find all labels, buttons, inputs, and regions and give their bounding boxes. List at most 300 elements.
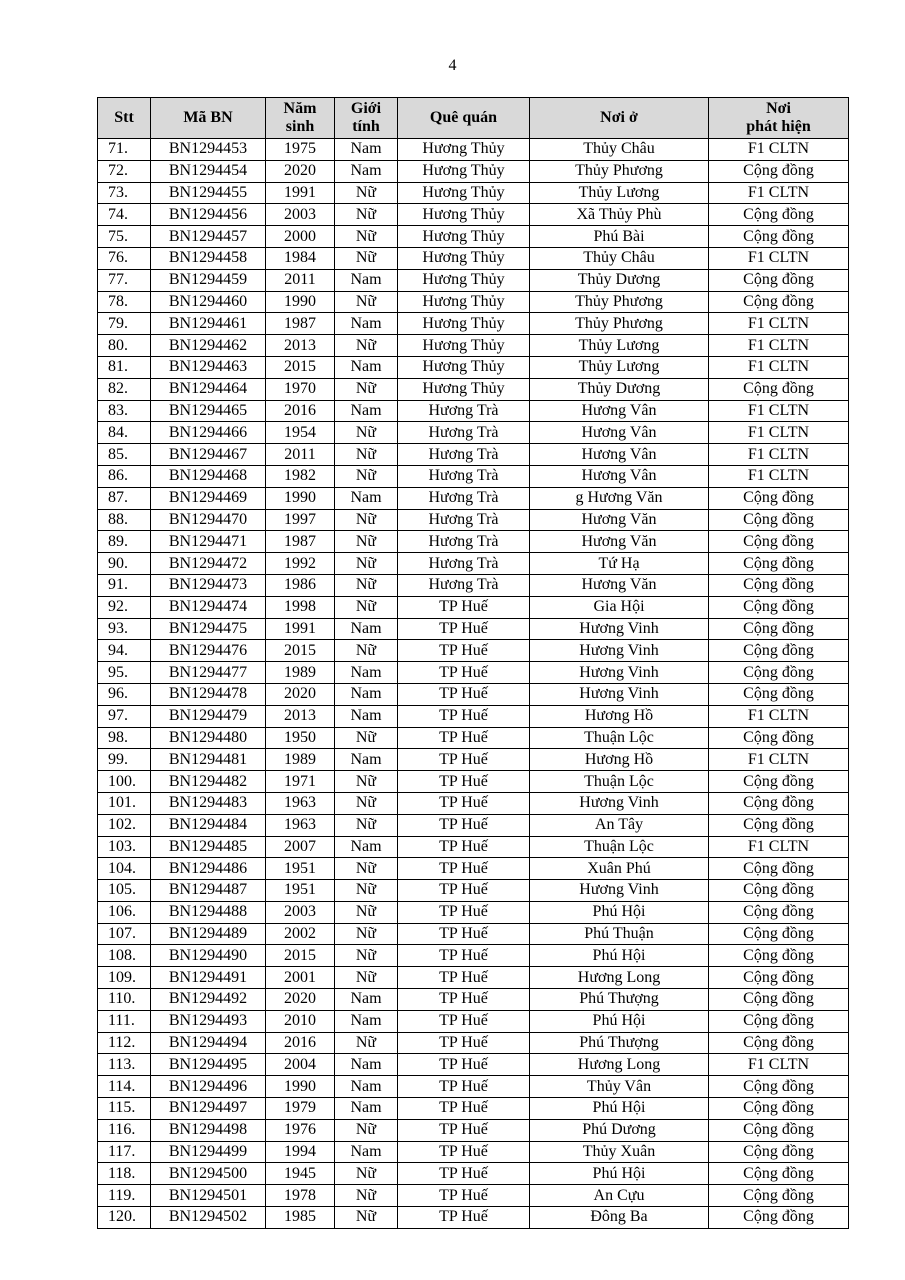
cell-ma-bn: BN1294487 xyxy=(151,880,266,902)
cell-ma-bn: BN1294483 xyxy=(151,792,266,814)
cell-noi-phat-hien: F1 CLTN xyxy=(709,836,849,858)
table-row xyxy=(98,989,849,1011)
cell-ma-bn: BN1294478 xyxy=(151,683,266,705)
table-row xyxy=(98,967,849,989)
cell-gioi-tinh: Nam xyxy=(335,269,398,291)
table-row xyxy=(98,182,849,204)
header-noi-phat-hien xyxy=(709,98,849,139)
cell-noi-o: Thuận Lộc xyxy=(530,836,709,858)
cell-nam-sinh: 2016 xyxy=(266,400,335,422)
cell-nam-sinh: 1989 xyxy=(266,662,335,684)
cell-noi-phat-hien: Cộng đồng xyxy=(709,880,849,902)
cell-que-quan: TP Huế xyxy=(398,618,530,640)
cell-noi-o: Phú Thượng xyxy=(530,1032,709,1054)
cell-gioi-tinh: Nữ xyxy=(335,901,398,923)
cell-gioi-tinh: Nam xyxy=(335,1010,398,1032)
table-row xyxy=(98,487,849,509)
cell-nam-sinh: 1987 xyxy=(266,531,335,553)
cell-gioi-tinh: Nam xyxy=(335,1076,398,1098)
cell-que-quan: Hương Thủy xyxy=(398,269,530,291)
cell-ma-bn: BN1294493 xyxy=(151,1010,266,1032)
cell-noi-o: Hương Hồ xyxy=(530,705,709,727)
cell-stt: 74. xyxy=(98,204,151,226)
cell-noi-phat-hien: Cộng đồng xyxy=(709,553,849,575)
cell-noi-o: Hương Vinh xyxy=(530,880,709,902)
cell-gioi-tinh: Nam xyxy=(335,139,398,161)
cell-ma-bn: BN1294482 xyxy=(151,771,266,793)
cell-que-quan: Hương Thủy xyxy=(398,378,530,400)
cell-noi-phat-hien: Cộng đồng xyxy=(709,291,849,313)
table-row xyxy=(98,1054,849,1076)
cell-noi-phat-hien: F1 CLTN xyxy=(709,139,849,161)
table-row xyxy=(98,858,849,880)
cell-nam-sinh: 1954 xyxy=(266,422,335,444)
cell-noi-o: Hương Vinh xyxy=(530,640,709,662)
cell-stt: 83. xyxy=(98,400,151,422)
cell-ma-bn: BN1294479 xyxy=(151,705,266,727)
cell-ma-bn: BN1294476 xyxy=(151,640,266,662)
cell-gioi-tinh: Nữ xyxy=(335,247,398,269)
cell-que-quan: TP Huế xyxy=(398,705,530,727)
cell-que-quan: TP Huế xyxy=(398,923,530,945)
cell-noi-o: Thủy Lương xyxy=(530,182,709,204)
header-nam-sinh-line2: sinh xyxy=(285,118,315,135)
cell-stt: 96. xyxy=(98,683,151,705)
cell-stt: 79. xyxy=(98,313,151,335)
cell-stt: 72. xyxy=(98,160,151,182)
cell-noi-phat-hien: Cộng đồng xyxy=(709,792,849,814)
cell-que-quan: Hương Trà xyxy=(398,574,530,596)
header-stt: Stt xyxy=(98,98,151,139)
cell-que-quan: Hương Thủy xyxy=(398,291,530,313)
cell-noi-phat-hien: F1 CLTN xyxy=(709,444,849,466)
cell-ma-bn: BN1294466 xyxy=(151,422,266,444)
cell-nam-sinh: 2010 xyxy=(266,1010,335,1032)
cell-noi-phat-hien: Cộng đồng xyxy=(709,574,849,596)
cell-que-quan: TP Huế xyxy=(398,1207,530,1229)
cell-stt: 81. xyxy=(98,356,151,378)
cell-stt: 116. xyxy=(98,1119,151,1141)
cell-noi-o: Thủy Lương xyxy=(530,356,709,378)
cell-que-quan: Hương Thủy xyxy=(398,204,530,226)
cell-noi-o: Hương Vinh xyxy=(530,662,709,684)
cell-que-quan: TP Huế xyxy=(398,1076,530,1098)
cell-stt: 97. xyxy=(98,705,151,727)
table-row xyxy=(98,727,849,749)
cell-noi-phat-hien: Cộng đồng xyxy=(709,618,849,640)
cell-noi-phat-hien: Cộng đồng xyxy=(709,683,849,705)
cell-ma-bn: BN1294456 xyxy=(151,204,266,226)
page-number: 4 xyxy=(448,57,457,74)
cell-stt: 80. xyxy=(98,335,151,357)
cell-nam-sinh: 2011 xyxy=(266,444,335,466)
cell-gioi-tinh: Nữ xyxy=(335,1032,398,1054)
cell-nam-sinh: 2003 xyxy=(266,204,335,226)
header-nam-sinh xyxy=(266,98,335,139)
cell-noi-o: Hương Văn xyxy=(530,509,709,531)
cell-stt: 107. xyxy=(98,923,151,945)
cell-ma-bn: BN1294463 xyxy=(151,356,266,378)
cell-ma-bn: BN1294488 xyxy=(151,901,266,923)
cell-gioi-tinh: Nữ xyxy=(335,967,398,989)
cell-noi-o: Phú Hội xyxy=(530,1010,709,1032)
cell-stt: 85. xyxy=(98,444,151,466)
cell-nam-sinh: 1950 xyxy=(266,727,335,749)
cell-stt: 93. xyxy=(98,618,151,640)
cell-stt: 105. xyxy=(98,880,151,902)
cell-noi-o: Thủy Châu xyxy=(530,247,709,269)
cell-ma-bn: BN1294485 xyxy=(151,836,266,858)
cell-gioi-tinh: Nữ xyxy=(335,880,398,902)
table-row xyxy=(98,771,849,793)
cell-que-quan: TP Huế xyxy=(398,771,530,793)
cell-noi-o: Hương Văn xyxy=(530,531,709,553)
cell-noi-o: Hương Vân xyxy=(530,422,709,444)
table-row xyxy=(98,792,849,814)
cell-noi-phat-hien: F1 CLTN xyxy=(709,400,849,422)
cell-noi-phat-hien: Cộng đồng xyxy=(709,531,849,553)
cell-gioi-tinh: Nữ xyxy=(335,553,398,575)
cell-nam-sinh: 2020 xyxy=(266,683,335,705)
table-row xyxy=(98,749,849,771)
cell-gioi-tinh: Nữ xyxy=(335,727,398,749)
cell-noi-o: Thủy Châu xyxy=(530,139,709,161)
cell-ma-bn: BN1294477 xyxy=(151,662,266,684)
cell-stt: 110. xyxy=(98,989,151,1011)
cell-noi-phat-hien: Cộng đồng xyxy=(709,1185,849,1207)
cell-stt: 101. xyxy=(98,792,151,814)
cell-gioi-tinh: Nữ xyxy=(335,923,398,945)
header-nam-sinh-line1: Năm xyxy=(283,100,317,117)
cell-ma-bn: BN1294470 xyxy=(151,509,266,531)
cell-ma-bn: BN1294497 xyxy=(151,1098,266,1120)
cell-gioi-tinh: Nam xyxy=(335,749,398,771)
cell-nam-sinh: 2001 xyxy=(266,967,335,989)
cell-nam-sinh: 2020 xyxy=(266,989,335,1011)
cell-noi-o: Xuân Phú xyxy=(530,858,709,880)
header-noi-phat-hien-line1: Nơi xyxy=(766,100,791,117)
cell-que-quan: Hương Thủy xyxy=(398,335,530,357)
cell-gioi-tinh: Nữ xyxy=(335,335,398,357)
cell-que-quan: TP Huế xyxy=(398,901,530,923)
cell-stt: 102. xyxy=(98,814,151,836)
cell-ma-bn: BN1294457 xyxy=(151,226,266,248)
table-row xyxy=(98,574,849,596)
cell-noi-phat-hien: Cộng đồng xyxy=(709,1076,849,1098)
cell-noi-o: Tứ Hạ xyxy=(530,553,709,575)
cell-que-quan: TP Huế xyxy=(398,1032,530,1054)
cell-ma-bn: BN1294498 xyxy=(151,1119,266,1141)
cell-noi-phat-hien: Cộng đồng xyxy=(709,989,849,1011)
header-gioi-tinh xyxy=(335,98,398,139)
cell-noi-o: Phú Hội xyxy=(530,945,709,967)
cell-nam-sinh: 1990 xyxy=(266,487,335,509)
cell-nam-sinh: 2002 xyxy=(266,923,335,945)
cell-gioi-tinh: Nữ xyxy=(335,204,398,226)
cell-gioi-tinh: Nữ xyxy=(335,792,398,814)
cell-nam-sinh: 1997 xyxy=(266,509,335,531)
cell-noi-phat-hien: Cộng đồng xyxy=(709,204,849,226)
cell-nam-sinh: 2003 xyxy=(266,901,335,923)
cell-noi-o: Thủy Xuân xyxy=(530,1141,709,1163)
cell-nam-sinh: 1945 xyxy=(266,1163,335,1185)
cell-noi-o: Thủy Dương xyxy=(530,378,709,400)
cell-gioi-tinh: Nam xyxy=(335,1098,398,1120)
cell-que-quan: TP Huế xyxy=(398,749,530,771)
cell-que-quan: TP Huế xyxy=(398,836,530,858)
table-row xyxy=(98,596,849,618)
cell-nam-sinh: 2000 xyxy=(266,226,335,248)
cell-stt: 106. xyxy=(98,901,151,923)
cell-gioi-tinh: Nam xyxy=(335,683,398,705)
cell-nam-sinh: 1976 xyxy=(266,1119,335,1141)
table-row xyxy=(98,378,849,400)
cell-noi-phat-hien: F1 CLTN xyxy=(709,705,849,727)
cell-ma-bn: BN1294481 xyxy=(151,749,266,771)
patient-table xyxy=(97,97,849,1229)
cell-noi-o: Phú Hội xyxy=(530,1163,709,1185)
cell-gioi-tinh: Nam xyxy=(335,989,398,1011)
cell-que-quan: TP Huế xyxy=(398,989,530,1011)
table-row xyxy=(98,1119,849,1141)
cell-nam-sinh: 2007 xyxy=(266,836,335,858)
cell-gioi-tinh: Nữ xyxy=(335,422,398,444)
table-row xyxy=(98,204,849,226)
cell-noi-o: Thủy Lương xyxy=(530,335,709,357)
cell-noi-o: Thủy Dương xyxy=(530,269,709,291)
cell-noi-phat-hien: Cộng đồng xyxy=(709,1032,849,1054)
cell-noi-phat-hien: Cộng đồng xyxy=(709,771,849,793)
cell-que-quan: Hương Thủy xyxy=(398,139,530,161)
cell-noi-phat-hien: Cộng đồng xyxy=(709,487,849,509)
cell-nam-sinh: 1979 xyxy=(266,1098,335,1120)
cell-stt: 75. xyxy=(98,226,151,248)
cell-noi-o: Hương Long xyxy=(530,967,709,989)
table-row xyxy=(98,945,849,967)
cell-nam-sinh: 1982 xyxy=(266,465,335,487)
cell-noi-o: Thuận Lộc xyxy=(530,727,709,749)
cell-noi-phat-hien: Cộng đồng xyxy=(709,160,849,182)
cell-noi-o: Hương Long xyxy=(530,1054,709,1076)
cell-stt: 77. xyxy=(98,269,151,291)
cell-noi-phat-hien: F1 CLTN xyxy=(709,1054,849,1076)
cell-que-quan: TP Huế xyxy=(398,880,530,902)
cell-gioi-tinh: Nam xyxy=(335,160,398,182)
cell-nam-sinh: 1991 xyxy=(266,182,335,204)
cell-stt: 120. xyxy=(98,1207,151,1229)
cell-noi-phat-hien: Cộng đồng xyxy=(709,640,849,662)
cell-gioi-tinh: Nam xyxy=(335,705,398,727)
cell-noi-phat-hien: F1 CLTN xyxy=(709,356,849,378)
cell-gioi-tinh: Nữ xyxy=(335,378,398,400)
cell-que-quan: TP Huế xyxy=(398,1010,530,1032)
cell-nam-sinh: 1991 xyxy=(266,618,335,640)
table-row xyxy=(98,1207,849,1229)
cell-gioi-tinh: Nữ xyxy=(335,1163,398,1185)
table-row xyxy=(98,1163,849,1185)
table-row xyxy=(98,1032,849,1054)
table-row xyxy=(98,1010,849,1032)
table-row xyxy=(98,313,849,335)
cell-stt: 99. xyxy=(98,749,151,771)
table-row xyxy=(98,226,849,248)
cell-noi-o: g Hương Văn xyxy=(530,487,709,509)
cell-noi-phat-hien: Cộng đồng xyxy=(709,814,849,836)
cell-stt: 76. xyxy=(98,247,151,269)
cell-nam-sinh: 1951 xyxy=(266,880,335,902)
cell-noi-o: Phú Bài xyxy=(530,226,709,248)
cell-gioi-tinh: Nữ xyxy=(335,945,398,967)
cell-noi-phat-hien: F1 CLTN xyxy=(709,182,849,204)
cell-que-quan: Hương Thủy xyxy=(398,313,530,335)
header-gioi-tinh-line2: tính xyxy=(352,118,380,135)
cell-que-quan: TP Huế xyxy=(398,1054,530,1076)
table-row xyxy=(98,356,849,378)
cell-noi-o: Gia Hội xyxy=(530,596,709,618)
cell-ma-bn: BN1294490 xyxy=(151,945,266,967)
cell-stt: 108. xyxy=(98,945,151,967)
cell-gioi-tinh: Nam xyxy=(335,1054,398,1076)
table-row xyxy=(98,509,849,531)
cell-que-quan: TP Huế xyxy=(398,858,530,880)
cell-noi-phat-hien: Cộng đồng xyxy=(709,662,849,684)
cell-ma-bn: BN1294460 xyxy=(151,291,266,313)
table-header-row xyxy=(98,98,849,139)
table-row xyxy=(98,923,849,945)
cell-noi-o: An Tây xyxy=(530,814,709,836)
table-row xyxy=(98,1141,849,1163)
cell-nam-sinh: 1987 xyxy=(266,313,335,335)
table-row xyxy=(98,1076,849,1098)
cell-stt: 88. xyxy=(98,509,151,531)
cell-gioi-tinh: Nữ xyxy=(335,596,398,618)
cell-gioi-tinh: Nam xyxy=(335,400,398,422)
header-noi-phat-hien-line2: phát hiện xyxy=(746,118,811,135)
cell-gioi-tinh: Nam xyxy=(335,1141,398,1163)
table-row xyxy=(98,1185,849,1207)
cell-gioi-tinh: Nữ xyxy=(335,1185,398,1207)
cell-noi-phat-hien: F1 CLTN xyxy=(709,465,849,487)
cell-noi-phat-hien: Cộng đồng xyxy=(709,269,849,291)
cell-nam-sinh: 1985 xyxy=(266,1207,335,1229)
cell-gioi-tinh: Nam xyxy=(335,313,398,335)
cell-que-quan: TP Huế xyxy=(398,1185,530,1207)
cell-stt: 82. xyxy=(98,378,151,400)
cell-stt: 86. xyxy=(98,465,151,487)
cell-stt: 112. xyxy=(98,1032,151,1054)
table-row xyxy=(98,400,849,422)
cell-ma-bn: BN1294486 xyxy=(151,858,266,880)
cell-stt: 84. xyxy=(98,422,151,444)
cell-gioi-tinh: Nữ xyxy=(335,771,398,793)
cell-stt: 114. xyxy=(98,1076,151,1098)
cell-gioi-tinh: Nữ xyxy=(335,226,398,248)
cell-que-quan: TP Huế xyxy=(398,814,530,836)
cell-stt: 103. xyxy=(98,836,151,858)
cell-noi-o: Xã Thủy Phù xyxy=(530,204,709,226)
cell-que-quan: TP Huế xyxy=(398,1141,530,1163)
cell-ma-bn: BN1294475 xyxy=(151,618,266,640)
cell-noi-o: Hương Hồ xyxy=(530,749,709,771)
table-row xyxy=(98,640,849,662)
cell-nam-sinh: 2015 xyxy=(266,640,335,662)
cell-noi-phat-hien: F1 CLTN xyxy=(709,422,849,444)
cell-ma-bn: BN1294499 xyxy=(151,1141,266,1163)
cell-noi-phat-hien: Cộng đồng xyxy=(709,1098,849,1120)
cell-ma-bn: BN1294472 xyxy=(151,553,266,575)
table-body xyxy=(98,139,849,1229)
cell-noi-phat-hien: Cộng đồng xyxy=(709,1119,849,1141)
cell-que-quan: TP Huế xyxy=(398,1119,530,1141)
cell-ma-bn: BN1294494 xyxy=(151,1032,266,1054)
cell-que-quan: Hương Thủy xyxy=(398,182,530,204)
cell-stt: 98. xyxy=(98,727,151,749)
cell-ma-bn: BN1294480 xyxy=(151,727,266,749)
cell-noi-o: An Cựu xyxy=(530,1185,709,1207)
table-row xyxy=(98,1098,849,1120)
cell-ma-bn: BN1294458 xyxy=(151,247,266,269)
table-row xyxy=(98,269,849,291)
cell-stt: 115. xyxy=(98,1098,151,1120)
cell-stt: 92. xyxy=(98,596,151,618)
cell-noi-o: Thủy Phương xyxy=(530,313,709,335)
cell-stt: 109. xyxy=(98,967,151,989)
cell-ma-bn: BN1294461 xyxy=(151,313,266,335)
table-row xyxy=(98,335,849,357)
table-row xyxy=(98,662,849,684)
cell-nam-sinh: 1994 xyxy=(266,1141,335,1163)
cell-noi-phat-hien: F1 CLTN xyxy=(709,247,849,269)
cell-ma-bn: BN1294473 xyxy=(151,574,266,596)
cell-gioi-tinh: Nam xyxy=(335,618,398,640)
cell-noi-phat-hien: Cộng đồng xyxy=(709,923,849,945)
cell-stt: 119. xyxy=(98,1185,151,1207)
cell-noi-phat-hien: Cộng đồng xyxy=(709,226,849,248)
cell-stt: 113. xyxy=(98,1054,151,1076)
cell-noi-o: Thủy Phương xyxy=(530,291,709,313)
cell-nam-sinh: 2015 xyxy=(266,356,335,378)
cell-stt: 91. xyxy=(98,574,151,596)
table-row xyxy=(98,814,849,836)
cell-que-quan: Hương Trà xyxy=(398,400,530,422)
cell-stt: 89. xyxy=(98,531,151,553)
cell-ma-bn: BN1294455 xyxy=(151,182,266,204)
cell-noi-phat-hien: Cộng đồng xyxy=(709,901,849,923)
table-row xyxy=(98,139,849,161)
cell-noi-phat-hien: Cộng đồng xyxy=(709,1207,849,1229)
table-row xyxy=(98,683,849,705)
table-row xyxy=(98,901,849,923)
cell-ma-bn: BN1294469 xyxy=(151,487,266,509)
cell-nam-sinh: 1963 xyxy=(266,814,335,836)
cell-gioi-tinh: Nam xyxy=(335,487,398,509)
cell-stt: 94. xyxy=(98,640,151,662)
table-row xyxy=(98,531,849,553)
cell-stt: 87. xyxy=(98,487,151,509)
cell-ma-bn: BN1294459 xyxy=(151,269,266,291)
cell-que-quan: TP Huế xyxy=(398,967,530,989)
cell-noi-o: Phú Dương xyxy=(530,1119,709,1141)
cell-noi-o: Đông Ba xyxy=(530,1207,709,1229)
cell-nam-sinh: 1992 xyxy=(266,553,335,575)
table-row xyxy=(98,247,849,269)
cell-stt: 78. xyxy=(98,291,151,313)
cell-nam-sinh: 1978 xyxy=(266,1185,335,1207)
cell-gioi-tinh: Nữ xyxy=(335,640,398,662)
cell-stt: 111. xyxy=(98,1010,151,1032)
cell-ma-bn: BN1294496 xyxy=(151,1076,266,1098)
cell-noi-phat-hien: F1 CLTN xyxy=(709,749,849,771)
